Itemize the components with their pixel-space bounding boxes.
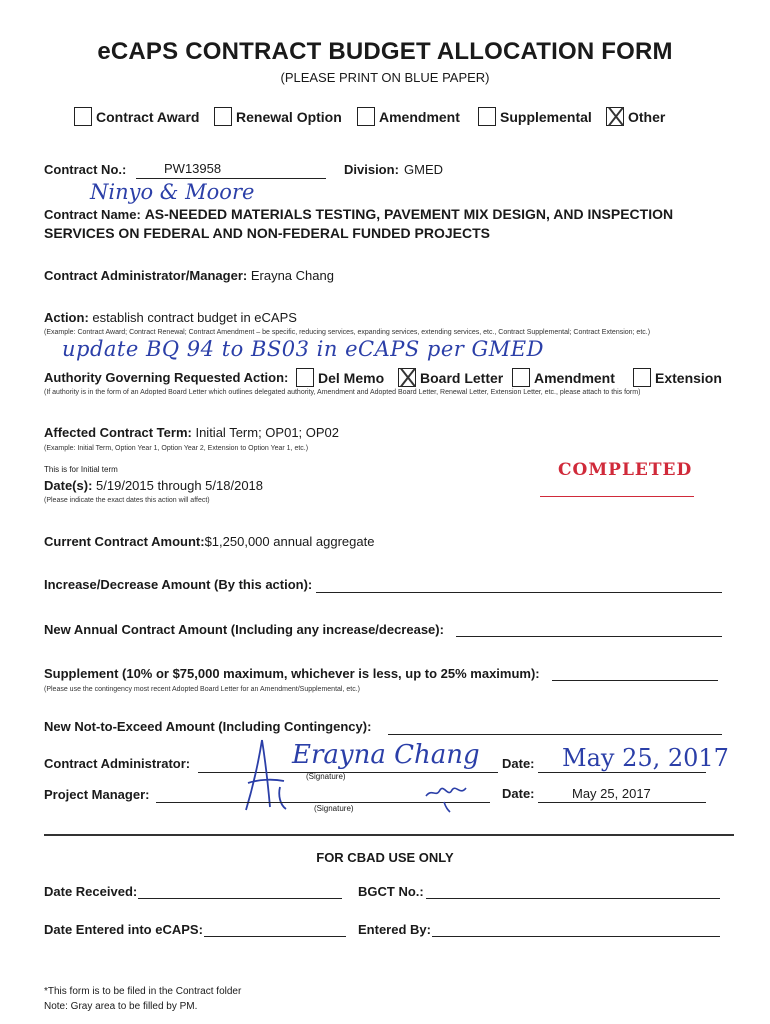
action-value: establish contract budget in eCAPS bbox=[92, 310, 297, 325]
term-note: This is for Initial term bbox=[44, 465, 118, 474]
sig-admin-caption: (Signature) bbox=[306, 772, 346, 781]
term-row: Affected Contract Term: Initial Term; OP01; OP02 bbox=[44, 425, 340, 440]
footer-line2: Note: Gray area to be filled by PM. bbox=[44, 1001, 198, 1012]
type-renewal-option[interactable]: Renewal Option bbox=[214, 107, 342, 126]
contract-award-checkbox[interactable] bbox=[74, 107, 92, 126]
authority-board-letter[interactable]: Board Letter bbox=[398, 368, 503, 387]
nte-field[interactable] bbox=[388, 734, 722, 735]
handwritten-action-note: update BQ 94 to BS03 in eCAPS per GMED bbox=[62, 337, 544, 361]
amendment-checkbox[interactable] bbox=[357, 107, 375, 126]
pm-signature-mark bbox=[422, 778, 472, 814]
contract-no-line bbox=[136, 178, 326, 179]
board-letter-checkbox-checked[interactable] bbox=[398, 368, 416, 387]
authority-label: Authority Governing Requested Action: bbox=[44, 370, 289, 385]
sig-admin-label: Contract Administrator: bbox=[44, 756, 191, 771]
pm-date-label: Date: bbox=[502, 786, 535, 801]
term-example: (Example: Initial Term, Option Year 1, Option Year 2, Extension to Option Year 1, etc.) bbox=[44, 445, 309, 452]
new-annual-field[interactable] bbox=[456, 636, 722, 637]
form-title: eCAPS CONTRACT BUDGET ALLOCATION FORM bbox=[97, 38, 673, 65]
completed-stamp: COMPLETED bbox=[558, 460, 693, 480]
admin-signature: Erayna Chang bbox=[292, 740, 480, 770]
current-amount-value: $1,250,000 annual aggregate bbox=[204, 534, 375, 549]
term-value: Initial Term; OP01; OP02 bbox=[195, 425, 340, 440]
supplemental-checkbox[interactable] bbox=[478, 107, 496, 126]
footer-line1: *This form is to be filed in the Contract folder bbox=[44, 986, 242, 997]
dates-value: 5/19/2015 through 5/18/2018 bbox=[96, 478, 264, 493]
division-value: GMED bbox=[404, 162, 443, 177]
handwritten-contractor-name: Ninyo & Moore bbox=[90, 180, 255, 204]
stamp-underline bbox=[540, 496, 694, 497]
contract-name-label: Contract Name: bbox=[44, 207, 141, 222]
date-received-label: Date Received: bbox=[44, 884, 138, 899]
nte-label: New Not-to-Exceed Amount (Including Contingency): bbox=[44, 719, 372, 734]
authority-amendment-checkbox[interactable] bbox=[512, 368, 530, 387]
admin-date-handwritten: May 25, 2017 bbox=[562, 744, 729, 772]
dates-row: Date(s): 5/19/2015 through 5/18/2018 bbox=[44, 478, 264, 493]
bgct-field[interactable] bbox=[426, 898, 720, 899]
cbad-title: FOR CBAD USE ONLY bbox=[316, 850, 454, 865]
bgct-label: BGCT No.: bbox=[358, 884, 424, 899]
date-entered-label: Date Entered into eCAPS: bbox=[44, 922, 203, 937]
type-supplemental[interactable]: Supplemental bbox=[478, 107, 592, 126]
date-received-field[interactable] bbox=[138, 898, 342, 899]
admin-date-label: Date: bbox=[502, 756, 535, 771]
form-subtitle: (PLEASE PRINT ON BLUE PAPER) bbox=[280, 70, 490, 85]
renewal-option-checkbox[interactable] bbox=[214, 107, 232, 126]
action-row: Action: establish contract budget in eCAPS bbox=[44, 310, 297, 325]
section-divider bbox=[44, 834, 734, 836]
contract-admin-row: Contract Administrator/Manager: Erayna Chang bbox=[44, 268, 334, 283]
increase-field[interactable] bbox=[316, 592, 722, 593]
pm-date-line[interactable] bbox=[538, 802, 706, 803]
authority-note: (If authority is in the form of an Adopted Board Letter which outlines delegated authority, Amendment and Adopted Board Letter, Renewal Letter, Extension Letter, etc., please attach to this form) bbox=[44, 389, 641, 396]
supplement-note: (Please use the contingency most recent Adopted Board Letter for an Amendment/Supplemental, etc.) bbox=[44, 686, 360, 693]
del-memo-checkbox[interactable] bbox=[296, 368, 314, 387]
other-checkbox-checked[interactable] bbox=[606, 107, 624, 126]
signature-initials-mark bbox=[240, 735, 300, 815]
current-amount-row: Current Contract Amount:$1,250,000 annual aggregate bbox=[44, 534, 375, 549]
division-label: Division: bbox=[344, 162, 399, 177]
contract-no-value: PW13958 bbox=[164, 161, 222, 176]
type-contract-award[interactable]: Contract Award bbox=[74, 107, 199, 126]
contract-admin-value: Erayna Chang bbox=[250, 268, 334, 283]
dates-note: (Please indicate the exact dates this action will affect) bbox=[44, 497, 210, 504]
entered-by-field[interactable] bbox=[432, 936, 720, 937]
supplement-field[interactable] bbox=[552, 680, 718, 681]
contract-name bbox=[44, 206, 744, 222]
supplement-label: Supplement (10% or $75,000 maximum, whichever is less, up to 25% maximum): bbox=[44, 666, 540, 681]
new-annual-label: New Annual Contract Amount (Including any increase/decrease): bbox=[44, 622, 444, 637]
increase-label: Increase/Decrease Amount (By this action): bbox=[44, 577, 313, 592]
contract-name-value: AS-NEEDED MATERIALS TESTING, PAVEMENT MIX DESIGN, AND INSPECTION bbox=[144, 206, 674, 222]
extension-checkbox[interactable] bbox=[633, 368, 651, 387]
pm-date-value: May 25, 2017 bbox=[572, 786, 651, 801]
pm-label: Project Manager: bbox=[44, 787, 150, 802]
entered-by-label: Entered By: bbox=[358, 922, 431, 937]
authority-extension[interactable]: Extension bbox=[633, 368, 722, 387]
authority-amendment[interactable]: Amendment bbox=[512, 368, 615, 387]
type-amendment[interactable]: Amendment bbox=[357, 107, 460, 126]
contract-no-label: Contract No.: bbox=[44, 162, 127, 177]
type-other[interactable]: Other bbox=[606, 107, 665, 126]
authority-del-memo[interactable]: Del Memo bbox=[296, 368, 384, 387]
date-entered-field[interactable] bbox=[204, 936, 346, 937]
admin-date-line[interactable] bbox=[538, 772, 706, 773]
contract-name-value-line2: SERVICES ON FEDERAL AND NON-FEDERAL FUNDED PROJECTS bbox=[44, 225, 490, 241]
sig-pm-caption: (Signature) bbox=[314, 804, 354, 813]
action-example: (Example: Contract Award; Contract Renewal; Contract Amendment – be specific, reducing services, expanding services, extending services, etc., Contract Supplemental; Contract Extension; etc.) bbox=[44, 329, 651, 336]
